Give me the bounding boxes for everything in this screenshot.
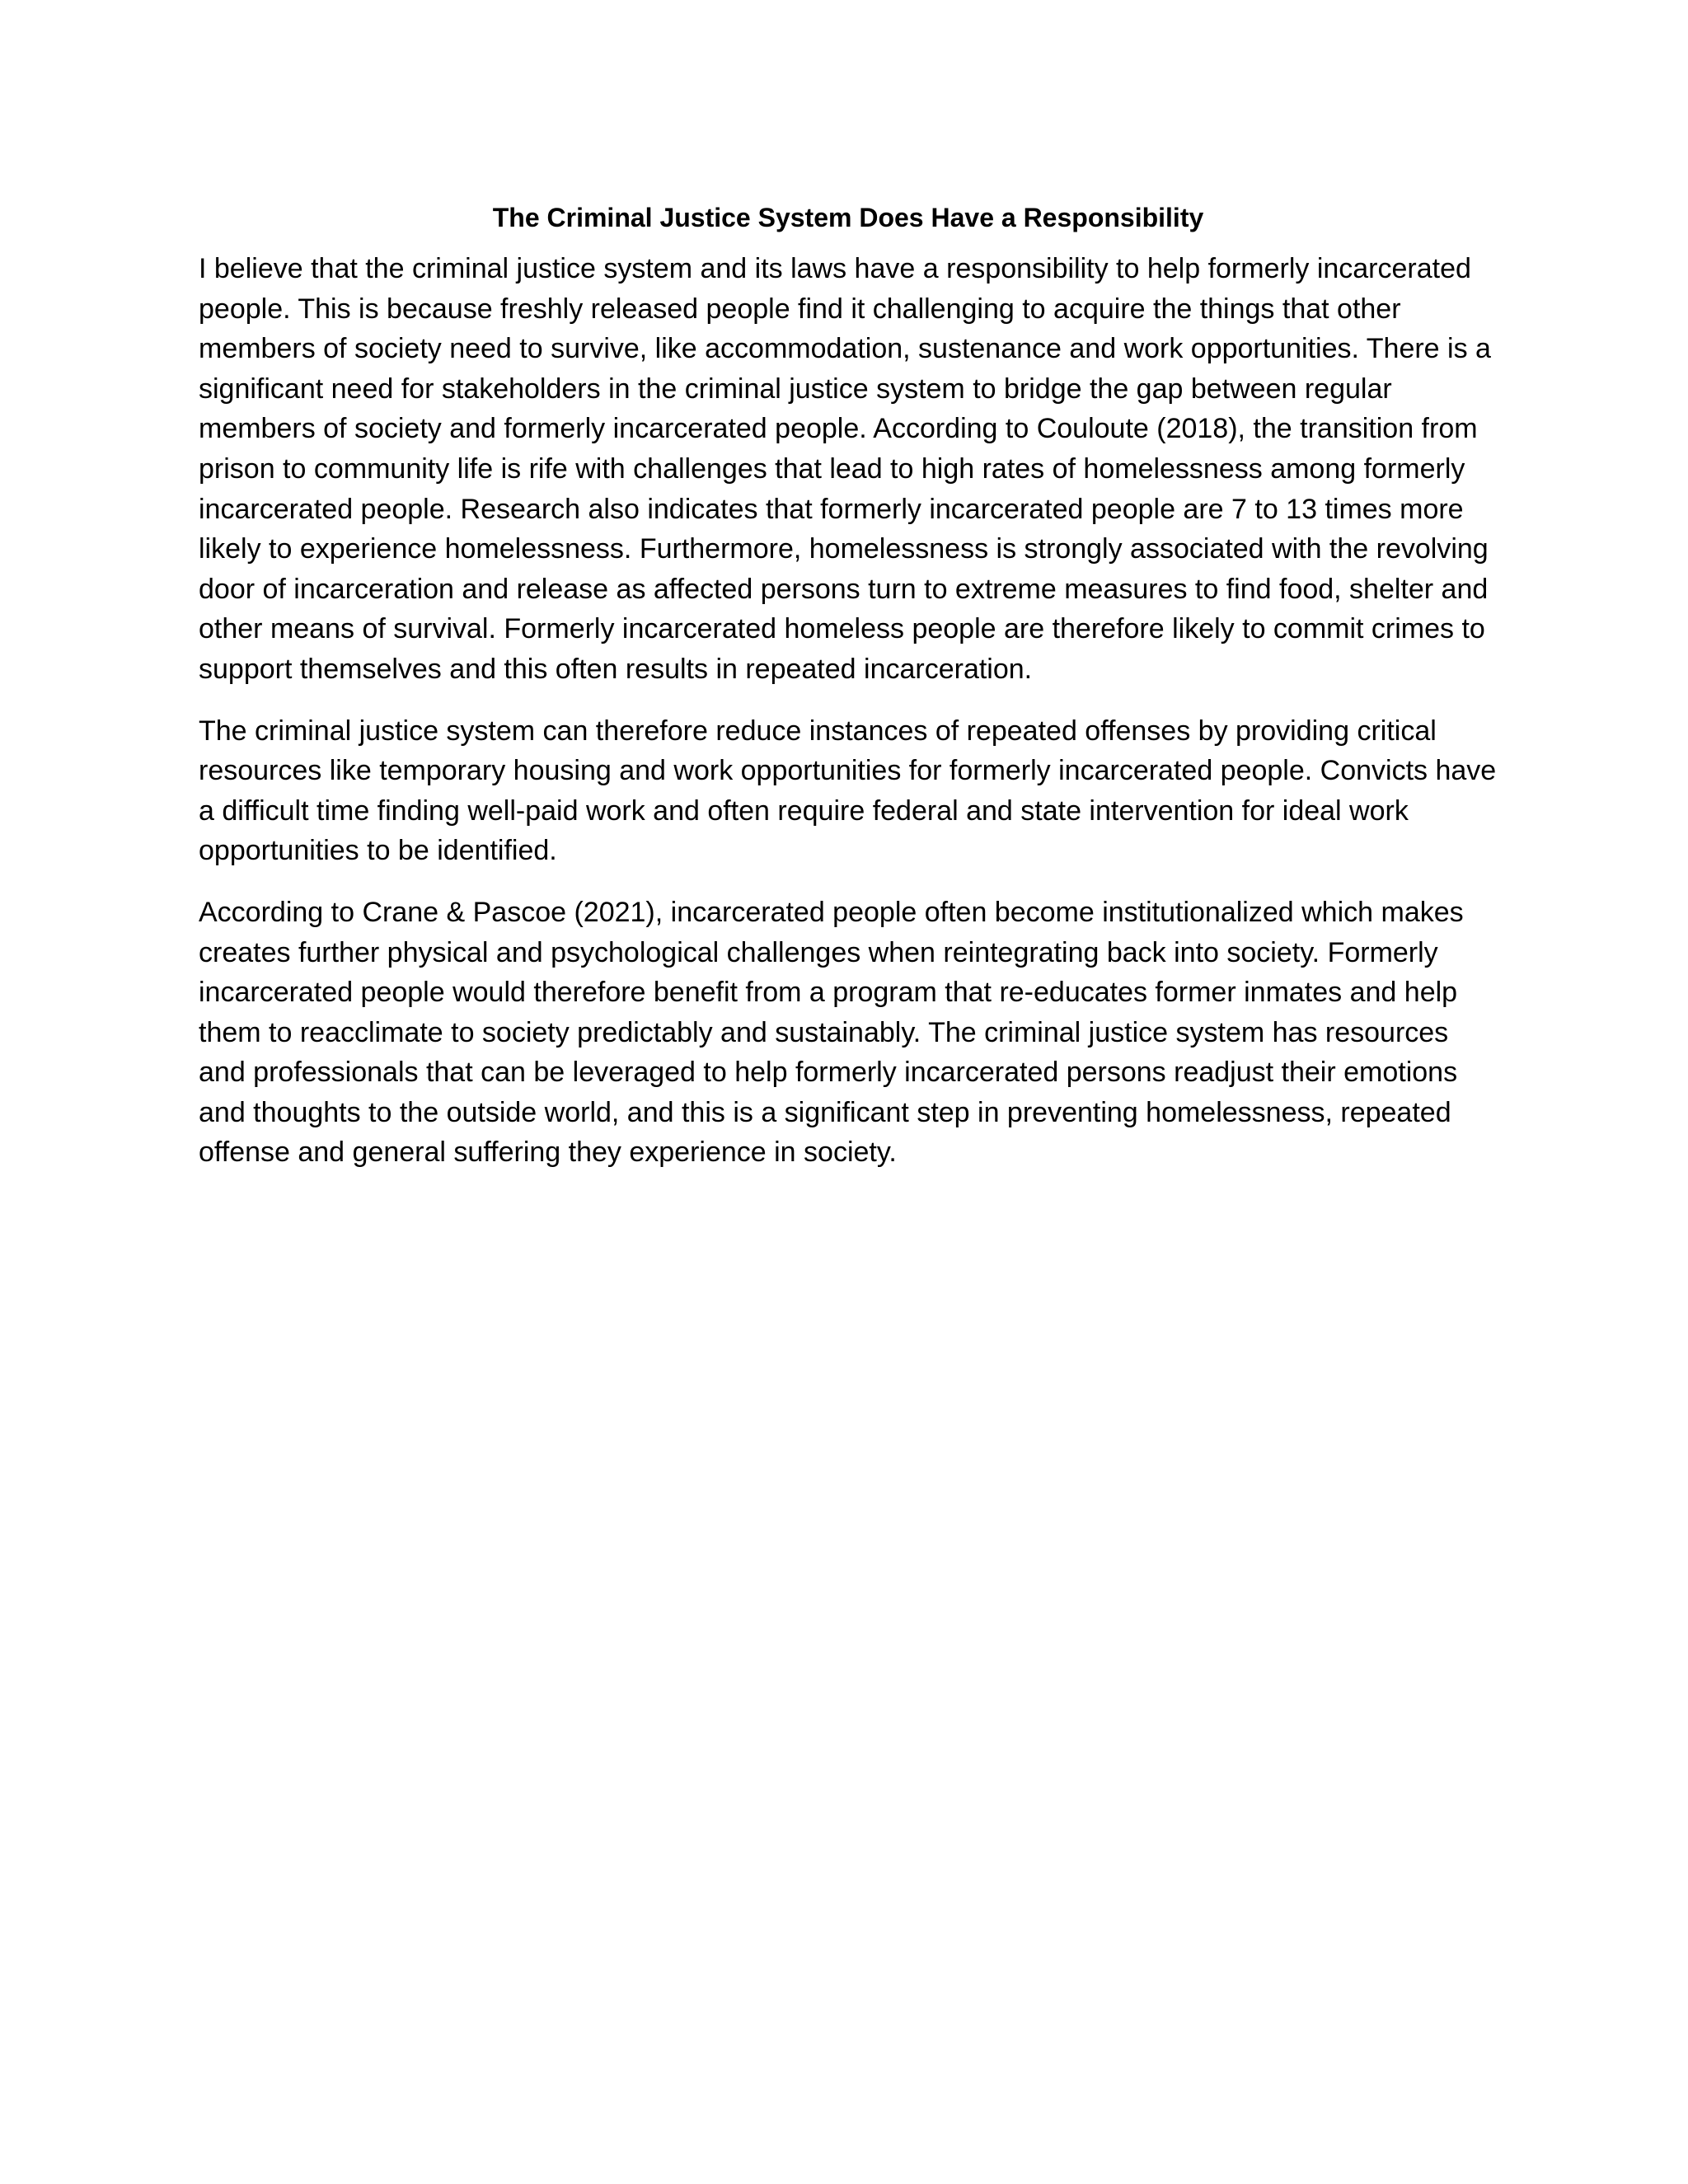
paragraph-2: The criminal justice system can therefore reduce instances of repeated offenses by providing critical resources like temporary housing and work opportunities for formerly incarcerated people. Convicts have a difficult time finding well-paid work and often require federal and state intervention for ideal work opportunities to be identified. <box>199 715 1497 867</box>
document-title: The Criminal Justice System Does Have a Responsibility <box>492 203 1204 232</box>
paragraph-1: I believe that the criminal justice system and its laws have a responsibility to help formerly incarcerated people. This is because freshly released people find it challenging to acquire the things that other members of society need to survive, like accommodation, sustenance and work opportunities. There is a significant need for stakeholders in the criminal justice system to bridge the gap between regular members of society and formerly incarcerated people. According to Couloute (2018), the transition from prison to community life is rife with challenges that lead to high rates of homelessness among formerly incarcerated people. Research also indicates that formerly incarcerated people are 7 to 13 times more likely to experience homelessness. Furthermore, homelessness is strongly associated with the revolving door of incarceration and release as affected persons turn to extreme measures to find food, shelter and other means of survival. Formerly incarcerated homeless people are therefore likely to commit crimes to support themselves and this often results in repeated incarceration. <box>199 253 1491 685</box>
document-body <box>199 198 1498 1194</box>
paragraph-3: According to Crane & Pascoe (2021), incarcerated people often become institutionalized which makes creates further physical and psychological challenges when reintegrating back into society. Formerly incarcerated people would therefore benefit from a program that re-educates former inmates and help them to reacclimate to society predictably and sustainably. The criminal justice system has resources and professionals that can be leveraged to help formerly incarcerated persons readjust their emotions and thoughts to the outside world, and this is a significant step in preventing homelessness, repeated offense and general suffering they experience in society. <box>199 896 1464 1169</box>
